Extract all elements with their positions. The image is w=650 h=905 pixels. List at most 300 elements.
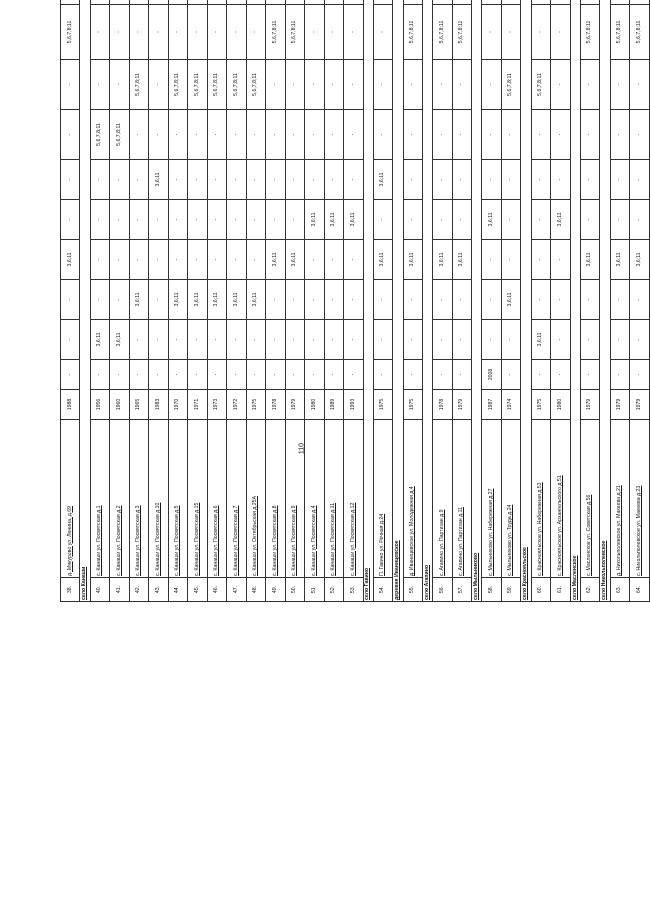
building-address: с. Канаши ул. Посвятская д.1 [90, 420, 109, 578]
build-year: 1978 [433, 390, 452, 420]
repair-cell: - [305, 240, 324, 280]
repair-cell: - [403, 200, 422, 240]
repair-cell: - [433, 320, 452, 360]
repair-cell: - [324, 320, 343, 360]
repair-cell: 3,6;11 [188, 280, 207, 320]
repair-cell: - [373, 360, 392, 390]
repair-cell [630, 0, 650, 5]
repair-cell: - [551, 60, 570, 110]
repair-cell [403, 0, 422, 5]
row-number: 50. [285, 578, 304, 602]
repair-cell: - [129, 200, 148, 240]
row-number: 61. [551, 578, 570, 602]
build-year: 1988 [61, 390, 80, 420]
building-row [207, 0, 226, 602]
repair-cell [246, 0, 265, 5]
repair-cell: - [373, 200, 392, 240]
building-address: П. Гавино ул. Речная д.24 [373, 420, 392, 578]
repair-cell: - [403, 280, 422, 320]
building-address: с. Краснояльское ул. Набережная д.53 [531, 420, 550, 578]
repair-cell: - [433, 200, 452, 240]
repair-cell [168, 0, 187, 5]
repair-cell: - [305, 60, 324, 110]
building-row [580, 0, 599, 602]
building-row [501, 0, 520, 602]
repair-cell: - [531, 110, 550, 160]
building-row [149, 0, 168, 602]
repair-cell: - [246, 360, 265, 390]
row-number: 62. [580, 578, 599, 602]
settlement-header-row [472, 0, 482, 602]
repair-cell: - [324, 60, 343, 110]
building-address: с. Канаши ул. Посвятская д.9 [285, 420, 304, 578]
repair-cell: - [110, 60, 129, 110]
repair-cell: - [630, 320, 650, 360]
repair-cell: - [551, 110, 570, 160]
row-number: 44. [168, 578, 187, 602]
building-address: с. Канаши ул. Посвятская д.8 [266, 420, 285, 578]
repair-cell: - [227, 320, 246, 360]
repair-cell: - [129, 320, 148, 360]
repair-cell: 3,6;11 [630, 240, 650, 280]
building-row [630, 0, 650, 602]
repair-cell: 3,6;11 [373, 240, 392, 280]
repair-cell: 3,6;11 [110, 320, 129, 360]
repair-cell: - [61, 160, 80, 200]
repair-cell: - [403, 60, 422, 110]
repair-cell: - [482, 240, 501, 280]
repair-cell: - [188, 5, 207, 60]
repair-cell: - [610, 60, 629, 110]
repair-cell: - [110, 240, 129, 280]
repair-cell: - [501, 5, 520, 60]
repair-cell: - [266, 60, 285, 110]
repair-cell: - [630, 60, 650, 110]
build-year: 1956 [90, 390, 109, 420]
repair-cell [551, 0, 570, 5]
repair-cell: - [344, 320, 363, 360]
settlement-header-row [80, 0, 90, 602]
repair-cell: - [61, 110, 80, 160]
row-number: 64. [630, 578, 650, 602]
repair-cell: - [403, 160, 422, 200]
repair-cell: - [373, 280, 392, 320]
building-row [433, 0, 452, 602]
repair-cell: - [452, 160, 471, 200]
row-number: 47. [227, 578, 246, 602]
repair-cell: - [266, 160, 285, 200]
repair-cell: - [168, 320, 187, 360]
building-address: с. Мыльниково ул. Труда д.24 [501, 420, 520, 578]
repair-cell: - [452, 110, 471, 160]
repair-cell: - [110, 360, 129, 390]
repair-cell: 5,6,7,8;11 [531, 60, 550, 110]
row-number: 40. [90, 578, 109, 602]
repair-cell: - [90, 160, 109, 200]
repair-cell: - [452, 320, 471, 360]
repair-cell: - [482, 160, 501, 200]
repair-cell: - [501, 360, 520, 390]
repair-cell: - [610, 160, 629, 200]
repair-cell: - [344, 280, 363, 320]
repair-cell: - [324, 360, 343, 390]
repair-cell: - [324, 5, 343, 60]
repair-cell: - [531, 240, 550, 280]
repair-cell [90, 0, 109, 5]
repair-cell [344, 0, 363, 5]
repair-cell: - [188, 360, 207, 390]
build-year: 1975 [246, 390, 265, 420]
repair-cell: - [149, 360, 168, 390]
repair-cell: - [305, 160, 324, 200]
building-row [266, 0, 285, 602]
build-year: 1972 [227, 390, 246, 420]
build-year: 1960 [110, 390, 129, 420]
settlement-name: село Канаши [80, 0, 90, 602]
repair-cell: - [501, 160, 520, 200]
repair-cell: 3,6;11 [168, 280, 187, 320]
repair-cell: - [610, 360, 629, 390]
row-number: 43. [149, 578, 168, 602]
repair-cell: - [227, 160, 246, 200]
repair-cell: 5,6,7,8;11 [207, 60, 226, 110]
building-row [305, 0, 324, 602]
repair-cell: 3,6;11 [149, 160, 168, 200]
build-year: 1993 [344, 390, 363, 420]
repair-cell: 5,6,7,8;11 [168, 60, 187, 110]
building-address: с. Агапино ул. Партизан д.9 [433, 420, 452, 578]
build-year: 1989 [324, 390, 343, 420]
repair-cell: - [90, 360, 109, 390]
repair-cell: - [344, 240, 363, 280]
repair-cell [580, 0, 599, 5]
building-row [452, 0, 471, 602]
building-address: д. Мякурово ул. Ленина, д.69 [61, 420, 80, 578]
repair-cell: - [551, 5, 570, 60]
repair-cell: 5,6,7,8;11 [246, 60, 265, 110]
building-address: с. Масленское ул. Советская д.56 [580, 420, 599, 578]
build-year: 1980 [305, 390, 324, 420]
repair-cell: - [630, 360, 650, 390]
repair-cell: - [110, 280, 129, 320]
building-address: с. Канаши ул. Посвятская д.10 [149, 420, 168, 578]
row-number: 42. [129, 578, 148, 602]
repair-cell: - [246, 160, 265, 200]
repair-cell: - [149, 60, 168, 110]
repair-cell: 5,6,7,8;11 [188, 60, 207, 110]
repair-cell: 5,6,7,8;11 [110, 110, 129, 160]
repair-cell: - [630, 280, 650, 320]
building-address: с. Канаши ул. Посвятская д.11 [324, 420, 343, 578]
repair-cell: - [531, 360, 550, 390]
settlement-header-row [422, 0, 432, 602]
row-number: 54. [373, 578, 392, 602]
repair-cell: - [61, 60, 80, 110]
repair-cell: 5,6,7,8;11 [266, 5, 285, 60]
building-address: с. Канаши ул. Посвятская д.3 [129, 420, 148, 578]
build-year: 1974 [501, 390, 520, 420]
build-year: 1979 [452, 390, 471, 420]
repair-cell [501, 0, 520, 5]
repair-cell: 5,6,7,8;11 [403, 5, 422, 60]
repair-cell: - [452, 360, 471, 390]
repair-cell: - [129, 110, 148, 160]
building-row [246, 0, 265, 602]
build-year: 1987 [482, 390, 501, 420]
row-number: 63. [610, 578, 629, 602]
build-year: 1979 [630, 390, 650, 420]
repair-cell: - [149, 110, 168, 160]
repair-cell: 5,6,7,8;11 [227, 60, 246, 110]
repair-cell: 5,6,7,8;11 [452, 5, 471, 60]
repair-cell: - [227, 5, 246, 60]
repair-cell: - [580, 60, 599, 110]
repair-cell: 5,6,7,8;11 [610, 5, 629, 60]
repair-cell: 3,6;11 [61, 240, 80, 280]
row-number: 48. [246, 578, 265, 602]
building-row [110, 0, 129, 602]
repair-cell [531, 0, 550, 5]
repair-cell: - [344, 60, 363, 110]
repair-cell: - [580, 280, 599, 320]
building-address: с. Канаши ул. Посвятская д.5 [168, 420, 187, 578]
building-address: с. Никольполевское ул. Макеева д.23 [630, 420, 650, 578]
settlement-name: село Гавино [363, 0, 373, 602]
repair-cell: - [580, 110, 599, 160]
repair-cell: - [630, 160, 650, 200]
repair-cell: - [90, 60, 109, 110]
repair-cell: - [168, 360, 187, 390]
building-row [188, 0, 207, 602]
row-number: 46. [207, 578, 226, 602]
repair-cell: - [285, 280, 304, 320]
repair-cell [610, 0, 629, 5]
building-address: с. Канаши ул. Посвятская д.12 [344, 420, 363, 578]
repair-cell: 3,6;11 [344, 200, 363, 240]
repair-cell: - [324, 280, 343, 320]
repair-cell: 3,6;11 [266, 240, 285, 280]
settlement-header-row [363, 0, 373, 602]
repair-cell: 3,6;11 [207, 280, 226, 320]
repair-cell: - [110, 200, 129, 240]
repair-cell: - [482, 320, 501, 360]
repair-cell: - [433, 110, 452, 160]
row-number: 49. [266, 578, 285, 602]
row-number: 53. [344, 578, 363, 602]
repair-cell: 3,6;11 [433, 240, 452, 280]
repair-cell: - [344, 110, 363, 160]
building-row [285, 0, 304, 602]
repair-cell: - [580, 160, 599, 200]
repair-cell: - [188, 240, 207, 280]
repair-cell: 3,6;11 [610, 240, 629, 280]
row-number: 55. [403, 578, 422, 602]
repair-cell: 3,6;11 [90, 320, 109, 360]
repair-cell [482, 0, 501, 5]
row-number: 60. [531, 578, 550, 602]
repair-cell: - [344, 160, 363, 200]
repair-cell: 3,6;11 [580, 240, 599, 280]
repair-cell: - [403, 320, 422, 360]
repair-cell: - [373, 320, 392, 360]
repair-cell: - [168, 5, 187, 60]
repair-cell: - [285, 160, 304, 200]
repair-cell: - [266, 280, 285, 320]
repair-cell: 3,6;11 [324, 200, 343, 240]
repair-cell: - [266, 110, 285, 160]
row-number: 58. [482, 578, 501, 602]
page-number: 110 [298, 442, 306, 455]
repair-cell: - [433, 160, 452, 200]
row-number: 41. [110, 578, 129, 602]
build-year: 1978 [266, 390, 285, 420]
repair-cell: - [90, 200, 109, 240]
repair-cell: - [551, 360, 570, 390]
settlement-header-row [521, 0, 531, 602]
repair-cell: - [580, 320, 599, 360]
repair-cell: - [168, 160, 187, 200]
repair-cell: - [344, 360, 363, 390]
building-row [129, 0, 148, 602]
repair-cell: - [168, 200, 187, 240]
repair-cell: - [373, 110, 392, 160]
settlement-name: село Мыльниково [472, 0, 482, 602]
settlement-header-row [393, 0, 403, 602]
repair-cell: - [207, 200, 226, 240]
repair-cell: - [501, 240, 520, 280]
repair-cell: 3,6;11 [452, 240, 471, 280]
repair-cell: - [531, 200, 550, 240]
repair-cell: - [207, 110, 226, 160]
repair-cell: 5,6,7,8;11 [61, 5, 80, 60]
repair-cell: - [227, 240, 246, 280]
repair-cell: - [324, 240, 343, 280]
repair-cell: - [227, 110, 246, 160]
repair-cell: - [246, 200, 265, 240]
building-row [551, 0, 570, 602]
repair-cell: - [285, 200, 304, 240]
repair-cell: - [482, 280, 501, 320]
building-row [168, 0, 187, 602]
repair-cell: - [531, 160, 550, 200]
repair-cell: - [305, 360, 324, 390]
settlement-header-row [570, 0, 580, 602]
settlement-header-row [600, 0, 610, 602]
repair-cell: - [188, 110, 207, 160]
repair-cell: 3,6;11 [531, 320, 550, 360]
repair-cell: 3,6;11 [501, 280, 520, 320]
repair-cell: 3,6;11 [482, 200, 501, 240]
repair-cell: - [452, 60, 471, 110]
repair-cell: - [551, 160, 570, 200]
repair-cell: - [452, 280, 471, 320]
row-number: 57. [452, 578, 471, 602]
building-row [344, 0, 363, 602]
repair-cell: - [149, 240, 168, 280]
repair-cell: - [482, 60, 501, 110]
repair-cell [129, 0, 148, 5]
row-number: 38. [61, 578, 80, 602]
repair-cell: - [227, 360, 246, 390]
repair-cell: - [207, 240, 226, 280]
building-row [373, 0, 392, 602]
building-address: с. Канаши ул. Посвятская д.15 [188, 420, 207, 578]
repair-cell: - [246, 240, 265, 280]
repair-cell: - [344, 5, 363, 60]
repair-cell: - [433, 280, 452, 320]
repair-cell: - [149, 280, 168, 320]
repair-cell: - [168, 240, 187, 280]
repair-cell: - [90, 280, 109, 320]
repair-cell: 3,6;11 [373, 160, 392, 200]
repair-cell: - [227, 200, 246, 240]
repair-cell: - [129, 360, 148, 390]
repair-cell: - [305, 280, 324, 320]
repair-cell [285, 0, 304, 5]
repair-cell: 3,6;11 [246, 280, 265, 320]
build-year: 1975 [373, 390, 392, 420]
repair-cell: 3,6;11 [129, 280, 148, 320]
building-row [324, 0, 343, 602]
build-year: 1979 [285, 390, 304, 420]
repair-cell: - [90, 240, 109, 280]
repair-cell: - [207, 5, 226, 60]
repair-cell: 5,6,7,8;11 [90, 110, 109, 160]
repair-cell: - [403, 360, 422, 390]
repair-cell [188, 0, 207, 5]
repair-cell [61, 0, 80, 5]
repair-cell: - [246, 5, 265, 60]
build-year: 1980 [551, 390, 570, 420]
row-number: 59. [501, 578, 520, 602]
settlement-name: село Агапино [422, 0, 432, 602]
repair-cell [149, 0, 168, 5]
building-address: с. Канаши ул. Посвятская д.7 [227, 420, 246, 578]
building-row [531, 0, 550, 602]
building-address: с. Канаши ул. Октябрьская д.25А [246, 420, 265, 578]
repair-cell: - [433, 60, 452, 110]
repair-cell: - [531, 5, 550, 60]
settlement-name: деревня Иваницевское [393, 0, 403, 602]
repair-cell [110, 0, 129, 5]
repair-cell: - [551, 240, 570, 280]
repair-cell: - [149, 320, 168, 360]
repair-cell: - [433, 360, 452, 390]
build-year: 1973 [207, 390, 226, 420]
repair-cell: - [630, 200, 650, 240]
building-row [227, 0, 246, 602]
repair-cell: - [149, 5, 168, 60]
building-row [482, 0, 501, 602]
repair-cell: - [580, 360, 599, 390]
building-address: с. Краснояльское ул. Архангельского д.51 [551, 420, 570, 578]
build-year: 1970 [168, 390, 187, 420]
repair-cell: - [207, 320, 226, 360]
repair-cell: 5,6,7,8;11 [501, 60, 520, 110]
repair-cell: - [129, 240, 148, 280]
settlement-name: село Масленское [570, 0, 580, 602]
repair-cell [207, 0, 226, 5]
repair-cell: - [285, 360, 304, 390]
repair-cell: 3,6;11 [285, 240, 304, 280]
repair-cell: - [246, 320, 265, 360]
row-number: 45. [188, 578, 207, 602]
repair-cell: - [324, 160, 343, 200]
build-year: 1975 [403, 390, 422, 420]
repair-cell: - [610, 320, 629, 360]
repair-cell: - [285, 320, 304, 360]
repair-cell: - [501, 320, 520, 360]
